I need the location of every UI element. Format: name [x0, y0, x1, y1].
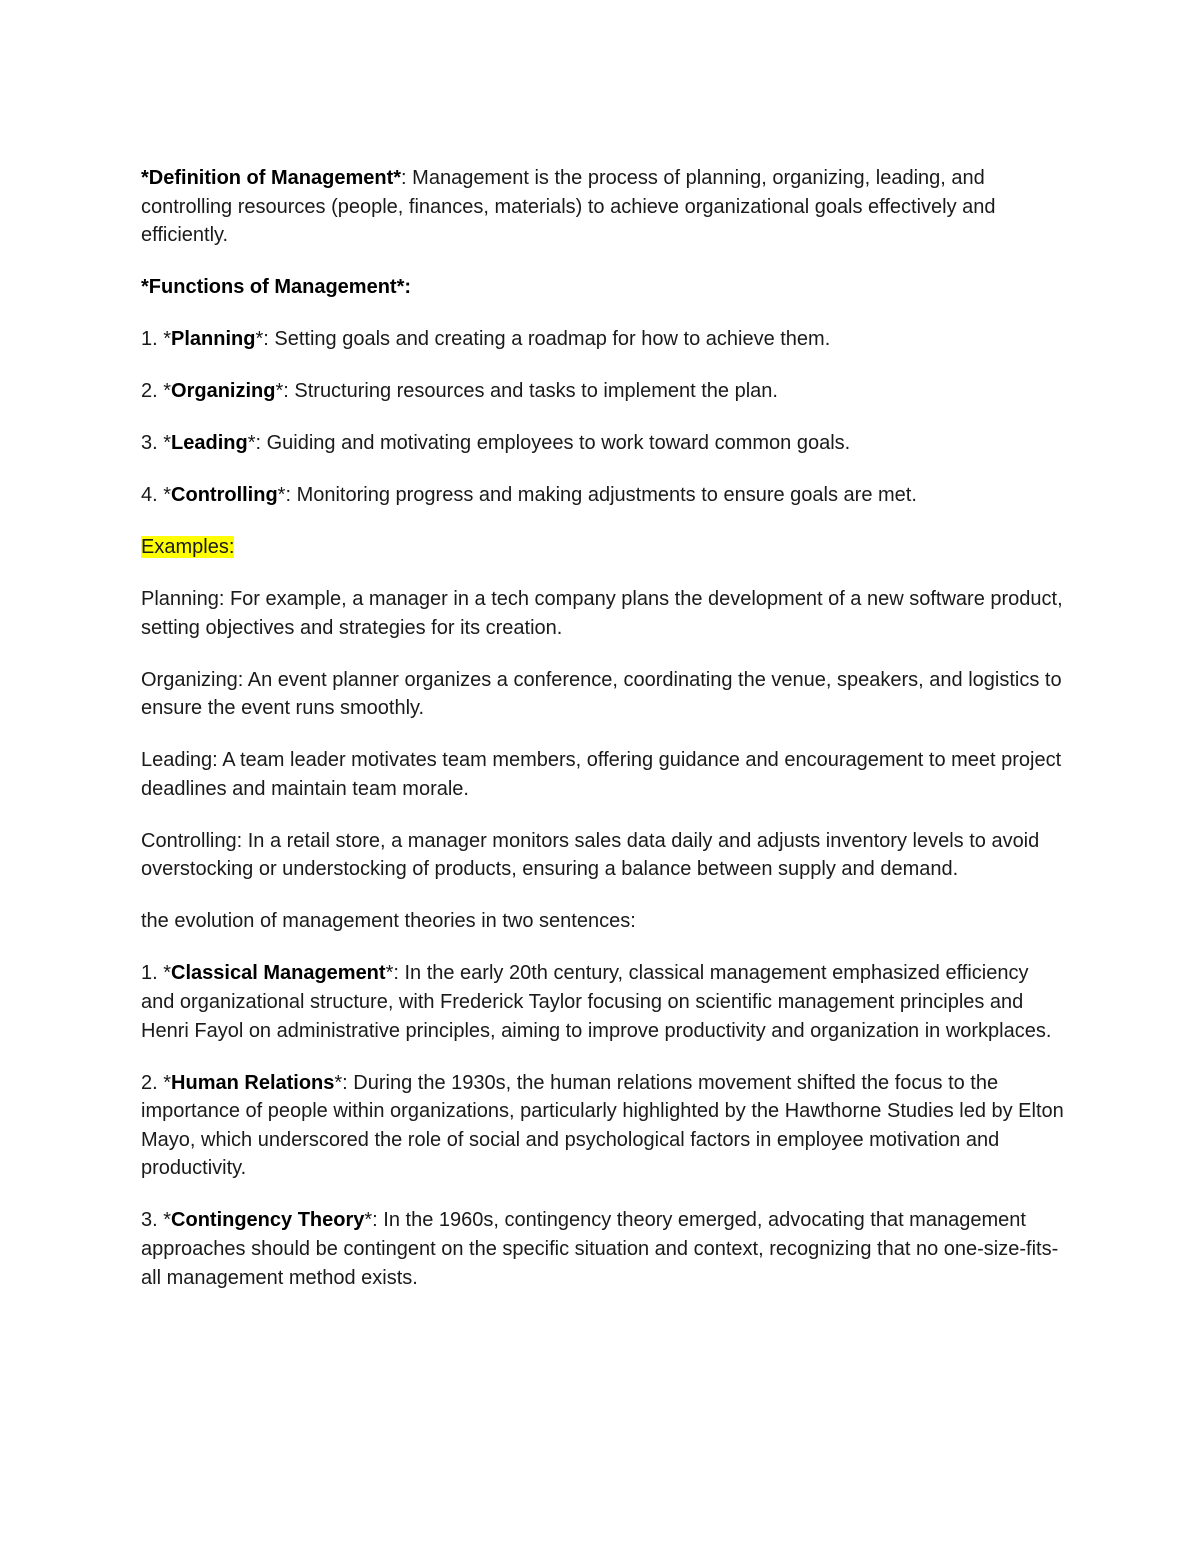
- example-leading: Leading: A team leader motivates team members, offering guidance and encouragement to meet project deadlines and maintain team morale.: [141, 749, 1062, 800]
- theory-term: Human Relations: [171, 1071, 335, 1094]
- example-controlling: Controlling: In a retail store, a manager monitors sales data daily and adjusts inventory levels to avoid overstocking or understocking of products, ensuring a balance between supply and demand.: [141, 829, 1040, 881]
- definition-paragraph: [141, 164, 1066, 250]
- functions-heading: *Functions of Management*:: [141, 276, 412, 299]
- function-item: 1. *Planning*: Setting goals and creating a roadmap for how to achieve them.: [141, 328, 831, 351]
- function-term: Controlling: [171, 484, 278, 507]
- function-item: 4. *Controlling*: Monitoring progress and making adjustments to ensure goals are met.: [141, 484, 917, 507]
- example-organizing: Organizing: An event planner organizes a conference, coordinating the venue, speakers, and logistics to ensure the event runs smoothly.: [141, 668, 1062, 720]
- definition-text: : Management is the process of planning, organizing, leading, and controlling resources (people, finances, materials) to achieve organizational goals effectively and efficiently.: [141, 167, 996, 247]
- function-term: Planning: [171, 328, 256, 351]
- theory-item: 3. *Contingency Theory*: In the 1960s, contingency theory emerged, advocating that management approaches should be contingent on the specific situation and context, recognizing that no one-size-fits-all management method exists.: [141, 1209, 1059, 1289]
- theory-item: 2. *Human Relations*: During the 1930s, the human relations movement shifted the focus to the importance of people within organizations, particularly highlighted by the Hawthorne Studies led by Elton Mayo, which underscored the role of social and psychological factors in employee motivation and productivity.: [141, 1071, 1064, 1180]
- evolution-intro: the evolution of management theories in two sentences:: [141, 910, 636, 933]
- function-item: 2. *Organizing*: Structuring resources and tasks to implement the plan.: [141, 380, 778, 403]
- function-term: Organizing: [171, 380, 276, 403]
- function-term: Leading: [171, 432, 248, 455]
- theory-item: 1. *Classical Management*: In the early 20th century, classical management emphasized efficiency and organizational structure, with Frederick Taylor focusing on scientific management principles and Henri Fayol on administrative principles, aiming to improve productivity and organization in workplaces.: [141, 962, 1052, 1042]
- example-planning: Planning: For example, a manager in a tech company plans the development of a new software product, setting objectives and strategies for its creation.: [141, 588, 1063, 639]
- document-page: [141, 164, 1066, 1315]
- examples-heading-paragraph: [141, 533, 1066, 562]
- examples-heading: Examples:: [141, 536, 235, 559]
- definition-term: *Definition of Management*: [141, 167, 402, 189]
- function-item: 3. *Leading*: Guiding and motivating employees to work toward common goals.: [141, 432, 851, 455]
- theory-term: Classical Management: [171, 962, 386, 985]
- theory-term: Contingency Theory: [171, 1209, 365, 1232]
